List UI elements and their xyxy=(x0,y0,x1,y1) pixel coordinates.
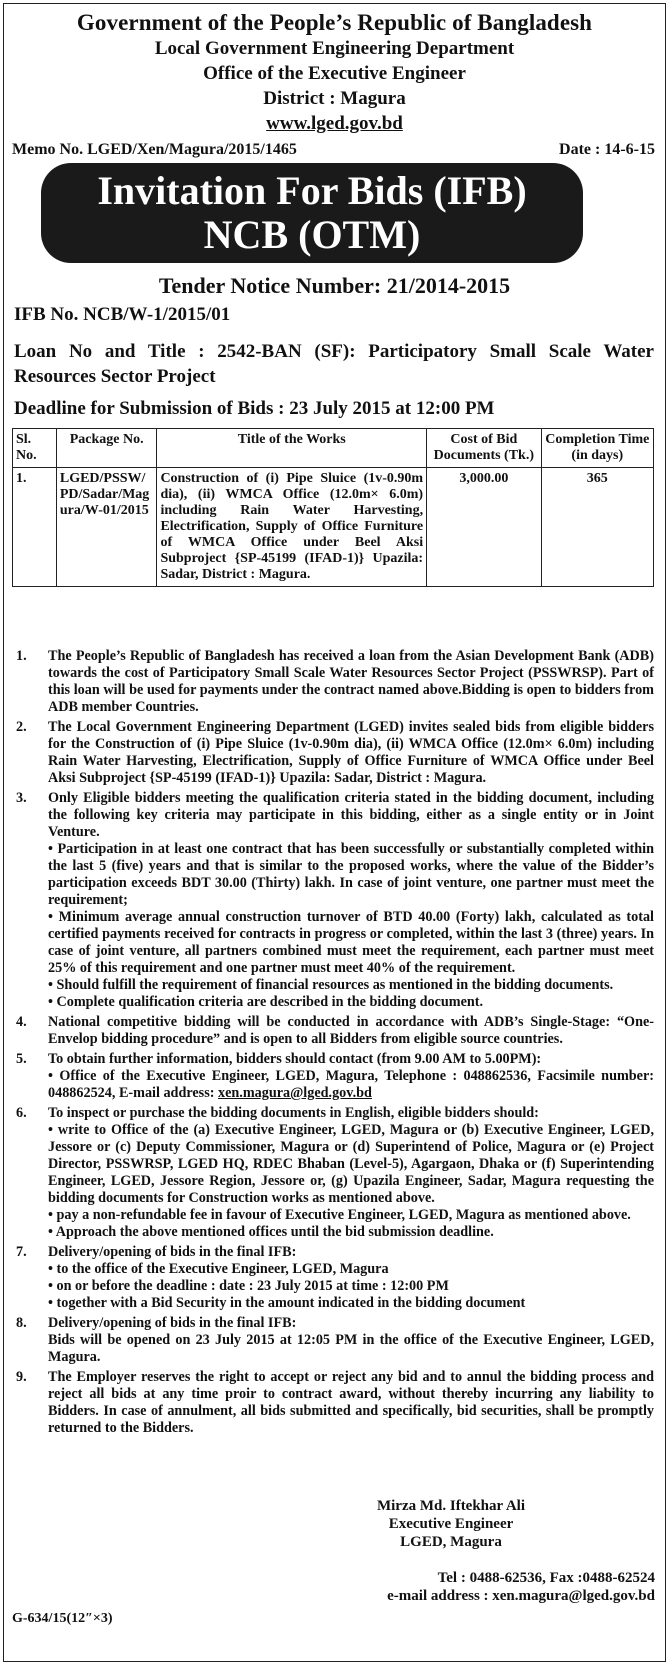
item-text: To obtain further information, bidders should contact (from 9.00 AM to 5.00PM): xyxy=(48,1051,542,1067)
publication-code: G-634/15(12″×3) xyxy=(12,1611,113,1626)
ifb-number: IFB No. NCB/W-1/2015/01 xyxy=(14,304,231,325)
item-bullet: • Minimum average annual construction turnover of BTD 40.00 (Forty) lakh, calculated as total certified payments received for contracts in progress or completed, within the last 3 (three) years. In case of joint venture, all partners combined must meet the requirement, each partner must meet 25% of this requirement and one partner must meet 40% of the requirement. xyxy=(48,909,654,976)
contact-office-text: • Office of the Executive Engineer, LGED, Magura, Telephone : 048862536, Facsimile number: 048862524, E-mail address: xyxy=(48,1068,654,1101)
item-number: 6. xyxy=(16,1105,27,1121)
header-district: District : Magura xyxy=(263,88,406,109)
item-number: 7. xyxy=(16,1244,27,1260)
item-number: 8. xyxy=(16,1315,27,1331)
header-government: Government of the People’s Republic of Bangladesh xyxy=(76,10,593,35)
item-bullet xyxy=(48,1068,654,1102)
list-item xyxy=(12,1105,654,1241)
cell-package: LGED/PSSW/PD/Sadar/Magura/W-01/2015 xyxy=(56,468,157,587)
banner-title: Invitation For Bids (IFB) xyxy=(97,168,527,213)
list-item xyxy=(12,790,654,1011)
list-item xyxy=(12,719,654,787)
item-bullet: • to the office of the Executive Engineer, LGED, Magura xyxy=(48,1261,389,1277)
loan-title: Loan No and Title : 2542-BAN (SF): Participatory Small Scale Water Resources Sector Project xyxy=(14,341,654,387)
tender-notice-number: Tender Notice Number: 21/2014-2015 xyxy=(158,273,511,298)
contact-email: e-mail address : xen.magura@lged.gov.bd xyxy=(387,1588,655,1604)
list-item xyxy=(12,1014,654,1048)
list-item xyxy=(12,1051,654,1102)
item-bullet: • pay a non-refundable fee in favour of Executive Engineer, LGED, Magura as mentioned above. xyxy=(48,1207,631,1223)
item-bullet: • Approach the above mentioned offices until the bid submission deadline. xyxy=(48,1224,494,1240)
list-item xyxy=(12,1369,654,1437)
memo-date: Date : 14-6-15 xyxy=(559,141,655,158)
item-text: Only Eligible bidders meeting the qualification criteria stated in the bidding document, including the following key criteria may participate in this bidding, either as a single entity or in Joint Venture. xyxy=(48,790,654,840)
signatory-title: Executive Engineer xyxy=(388,1516,514,1532)
header-sl-no: Sl. No. xyxy=(13,429,57,468)
cell-cost: 3,000.00 xyxy=(427,468,542,587)
list-item xyxy=(12,648,654,716)
table-header-row xyxy=(13,429,654,468)
header-completion-time: Completion Time (in days) xyxy=(541,429,653,468)
header-title-of-works: Title of the Works xyxy=(157,429,427,468)
item-bullet: • together with a Bid Security in the amount indicated in the bidding document xyxy=(48,1295,526,1311)
cell-sl: 1. xyxy=(13,468,57,587)
table-row xyxy=(13,468,654,587)
item-bullet: • Should fulfill the requirement of financial resources as mentioned in the bidding documents. xyxy=(48,977,614,993)
signatory-office: LGED, Magura xyxy=(400,1534,502,1550)
item-number: 9. xyxy=(16,1369,27,1385)
ifb-banner xyxy=(41,163,583,263)
item-bullet: • Complete qualification criteria are described in the bidding document. xyxy=(48,994,484,1010)
item-number: 5. xyxy=(16,1051,27,1067)
item-number: 1. xyxy=(16,648,27,664)
item-text: National competitive bidding will be conducted in accordance with ADB’s Single-Stage: “One-Envelop bidding procedure” and is open to all Bidders from eligible source countries. xyxy=(48,1014,654,1047)
item-text: The Employer reserves the right to accept or reject any bid and to annul the bidding process and reject all bids at any time proir to contract award, without thereby incurring any liability to Bidders. In case of annulment, all bids submitted and specifically, bid securities, shall be promptly returned to the Bidders. xyxy=(48,1369,654,1436)
header-department: Local Government Engineering Department xyxy=(154,38,515,59)
email-link[interactable]: xen.magura@lged.gov.bd xyxy=(218,1085,372,1101)
item-number: 2. xyxy=(16,719,27,735)
item-text: The People’s Republic of Bangladesh has received a loan from the Asian Development Bank (ADB) towards the cost of Participatory Small Scale Water Resources Sector Project (PSSWRSP). Part of this loan will be used for payments under the contract named above.Bidding is open to bidders from ADB member Countries. xyxy=(48,648,654,715)
list-item xyxy=(12,1244,654,1312)
conditions-list xyxy=(12,648,654,1440)
item-bullet: • on or before the deadline : date : 23 July 2015 at time : 12:00 PM xyxy=(48,1278,449,1294)
works-table xyxy=(12,428,654,587)
cell-completion: 365 xyxy=(541,468,653,587)
item-text: Delivery/opening of bids in the final IFB: xyxy=(48,1315,297,1331)
memo-number: Memo No. LGED/Xen/Magura/2015/1465 xyxy=(12,141,297,158)
list-item xyxy=(12,1315,654,1366)
header-website-link[interactable]: www.lged.gov.bd xyxy=(266,113,403,134)
item-text: To inspect or purchase the bidding documents in English, eligible bidders should: xyxy=(48,1105,539,1121)
header-office: Office of the Executive Engineer xyxy=(203,63,466,84)
contact-block xyxy=(387,1569,655,1605)
header-cost-of-bid: Cost of Bid Documents (Tk.) xyxy=(427,429,542,468)
header-package-no: Package No. xyxy=(56,429,157,468)
signatory-name: Mirza Md. Iftekhar Ali xyxy=(376,1498,526,1514)
signature-block xyxy=(321,1497,581,1551)
banner-subtitle: NCB (OTM) xyxy=(203,212,421,257)
item-text: The Local Government Engineering Department (LGED) invites sealed bids from eligible bidders for the Construction of (i) Pipe Sluice (1v-0.90m dia), (ii) WMCA Office (12.0m× 6.0m) including Rain Water Harvesting, Electrification, Supply of Office Furniture of WMCA Office under Beel Aksi Subproject {SP-45199 (IFAD-1)} Upazila: Sadar, District : Magura. xyxy=(48,719,654,786)
item-bullet: • write to Office of the (a) Executive Engineer, LGED, Magura or (b) Executive Engineer, LGED, Jessore or (c) Deputy Commissioner, Magura or (d) Superintend of Police, Magura or (e) Project Director, PSSWRSP, LGED HQ, RDEC Bhaban (Level-5), Agargaon, Dhaka or (f) Superintending Engineer, LGED, Jessore Region, Jessore or, (g) Upazila Engineer, Sadar, Magura requesting the bidding documents for Construction works as mentioned above. xyxy=(48,1122,654,1206)
item-bullet: Bids will be opened on 23 July 2015 at 12:05 PM in the office of the Executive Engineer, LGED, Magura. xyxy=(48,1332,654,1365)
item-number: 3. xyxy=(16,790,27,806)
item-text: Delivery/opening of bids in the final IFB: xyxy=(48,1244,297,1260)
contact-phone: Tel : 0488-62536, Fax :0488-62524 xyxy=(437,1570,655,1586)
item-bullet: • Participation in at least one contract that has been successfully or substantially completed within the last 5 (five) years and that is similar to the proposed works, where the value of the Bidder’s participation exceeds BDT 30.00 (Thirty) lakh. In case of joint venture, one partner must meet the requirement; xyxy=(48,841,654,908)
cell-title: Construction of (i) Pipe Sluice (1v-0.90m dia), (ii) WMCA Office (12.0m× 6.0m) including Rain Water Harvesting, Electrification, Supply of Office Furniture of WMCA Office under Beel Aksi Subproject {SP-45199 (IFAD-1)} Upazila: Sadar, District : Magura. xyxy=(157,468,427,587)
item-number: 4. xyxy=(16,1014,27,1030)
submission-deadline: Deadline for Submission of Bids : 23 July 2015 at 12:00 PM xyxy=(14,398,495,419)
